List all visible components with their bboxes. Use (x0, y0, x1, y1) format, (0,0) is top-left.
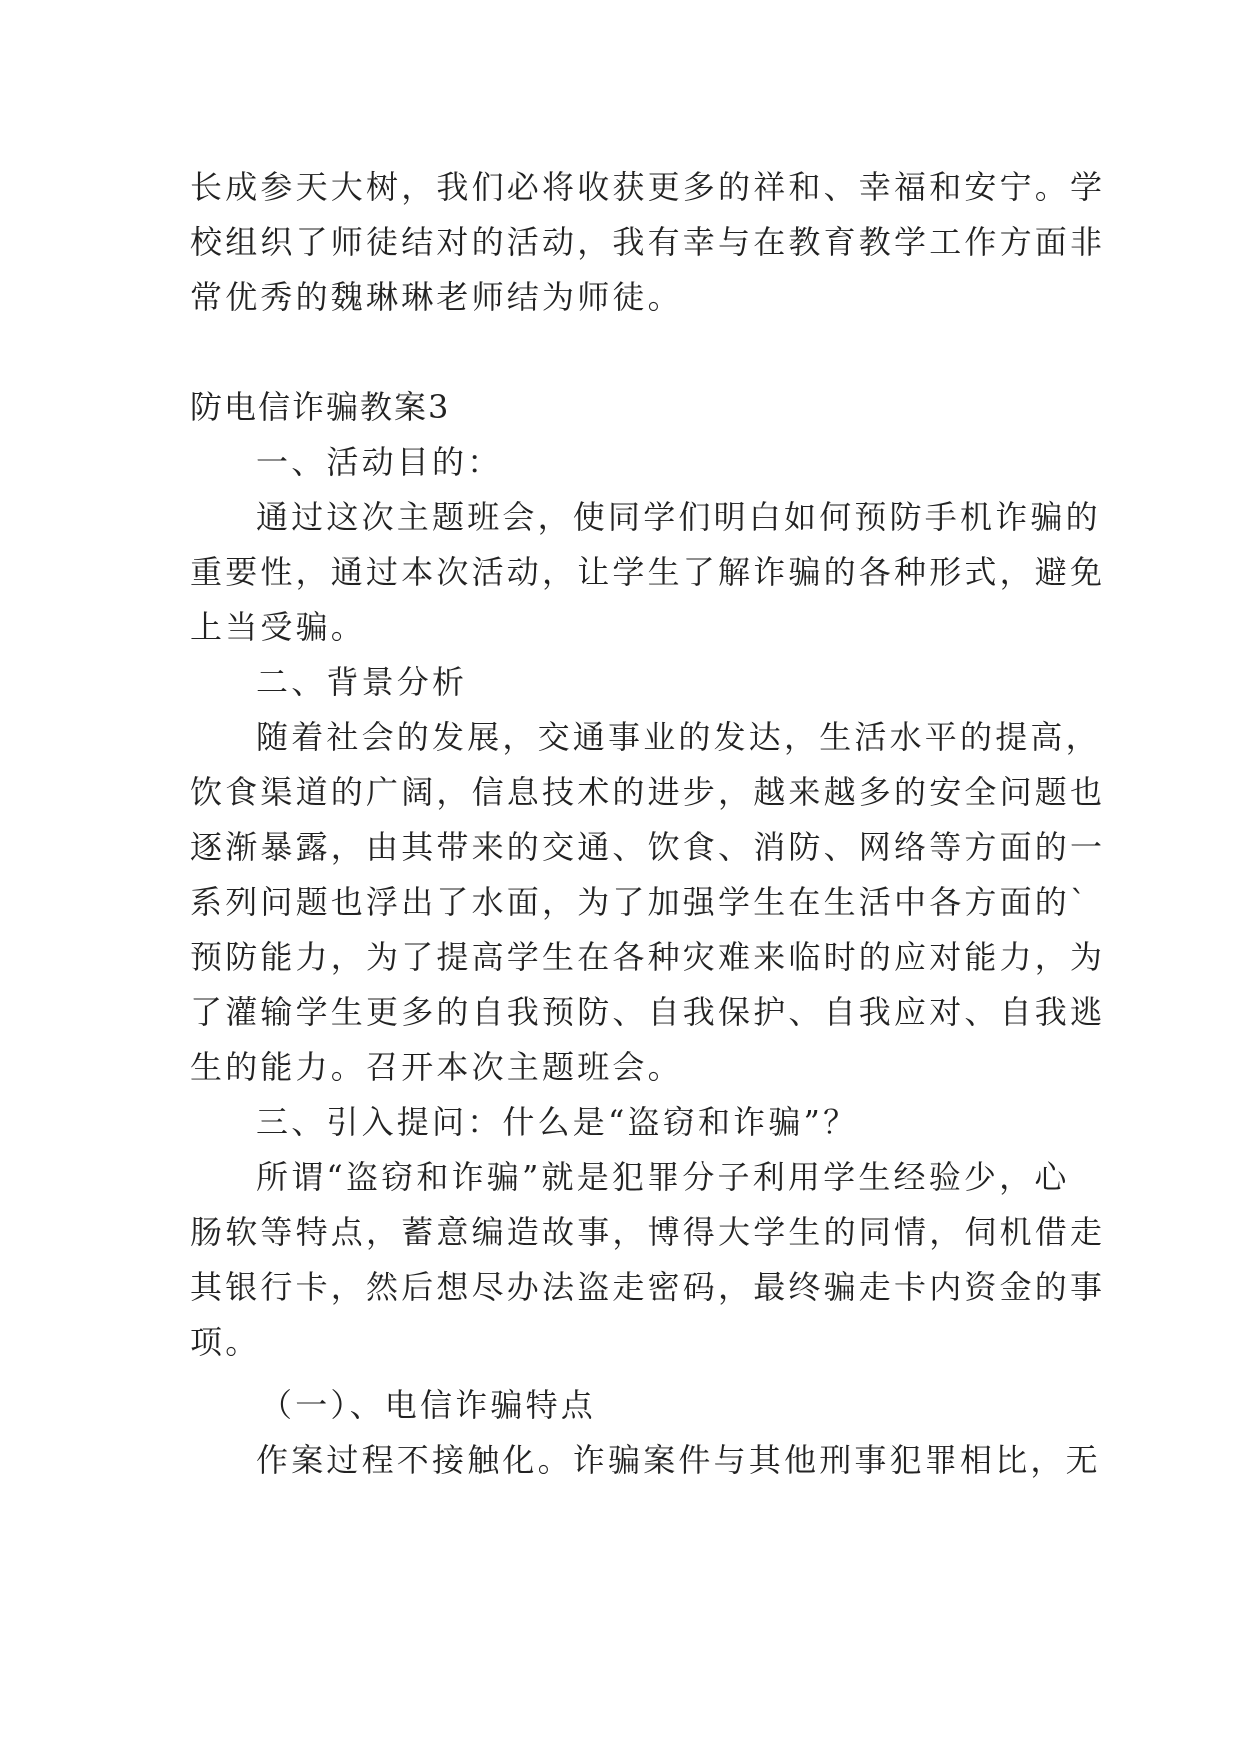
paragraph-line: 肠软等特点，蓄意编造故事，博得大学生的同情，伺机借走 (190, 1213, 1106, 1251)
paragraph-line: 了灌输学生更多的自我预防、自我保护、自我应对、自我逃 (190, 993, 1106, 1031)
paragraph-line: 饮食渠道的广阔，信息技术的进步，越来越多的安全问题也 (190, 773, 1106, 811)
item-heading-background: 二、背景分析 (256, 663, 468, 701)
item-heading-question: 三、引入提问：什么是“盗窃和诈骗”？ (256, 1103, 859, 1141)
paragraph-line: 常优秀的魏琳琳老师结为师徒。 (190, 278, 683, 316)
subsection-heading: （一）、电信诈骗特点 (260, 1386, 597, 1424)
paragraph-line: 逐渐暴露，由其带来的交通、饮食、消防、网络等方面的一 (190, 828, 1106, 866)
paragraph-line: 校组织了师徒结对的活动，我有幸与在教育教学工作方面非 (190, 223, 1106, 261)
paragraph-line: 重要性，通过本次活动，让学生了解诈骗的各种形式，避免 (190, 553, 1106, 591)
paragraph-line: 作案过程不接触化。诈骗案件与其他刑事犯罪相比，无 (256, 1441, 1101, 1479)
paragraph-line: 长成参天大树，我们必将收获更多的祥和、幸福和安宁。学 (190, 168, 1106, 206)
section-title: 防电信诈骗教案3 (190, 388, 451, 426)
document-body (190, 160, 1106, 1488)
item-heading-purpose: 一、活动目的： (256, 443, 503, 481)
paragraph-line: 项。 (190, 1323, 261, 1361)
paragraph-gap (190, 325, 1070, 380)
paragraph-line: 随着社会的发展，交通事业的发达，生活水平的提高， (256, 718, 1101, 756)
paragraph-line: 生的能力。召开本次主题班会。 (190, 1048, 683, 1086)
paragraph-line: 上当受骗。 (190, 608, 367, 646)
paragraph-line: 其银行卡，然后想尽办法盗走密码，最终骗走卡内资金的事 (190, 1268, 1106, 1306)
paragraph-line: 通过这次主题班会，使同学们明白如何预防手机诈骗的 (256, 498, 1101, 536)
paragraph-line: 所谓“盗窃和诈骗”就是犯罪分子利用学生经验少，心 (256, 1158, 1070, 1196)
paragraph-line: 预防能力，为了提高学生在各种灾难来临时的应对能力，为 (190, 938, 1106, 976)
paragraph-line: 系列问题也浮出了水面，为了加强学生在生活中各方面的` (190, 883, 1090, 921)
